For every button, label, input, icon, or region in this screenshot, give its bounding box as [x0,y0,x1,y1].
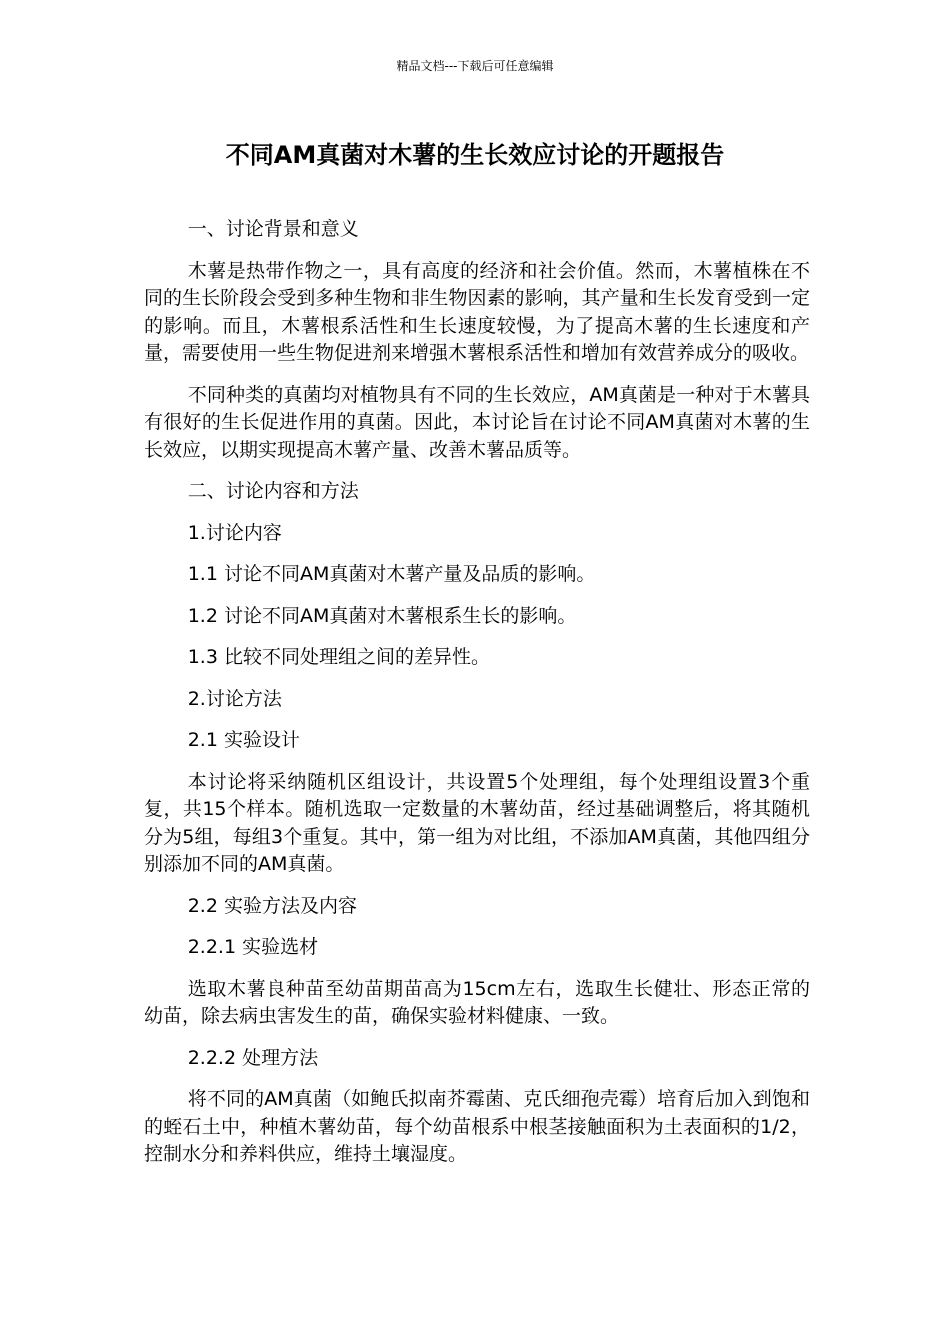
body-paragraph: 本讨论将采纳随机区组设计，共设置5个处理组，每个处理组设置3个重复，共15个样本。随机选取一定数量的木薯幼苗，经过基础调整后，将其随机分为5组，每组3个重复。其中，第一组为对比组，不添加AM真菌，其他四组分别添加不同的AM真菌。 [144,770,810,875]
subheading-design: 2.1 实验设计 [187,729,300,751]
subheading-method: 2.讨论方法 [187,687,282,710]
body-paragraph: 木薯是热带作物之一，具有高度的经济和社会价值。然而，木薯植株在不同的生长阶段会受到多种生物和非生物因素的影响，其产量和生长发育受到一定的影响。而且，木薯根系活性和生长速度较慢，为了提高木薯的生长速度和产量，需要使用一些生物促进剂来增强木薯根系活性和增加有效营养成分的吸收。 [144,259,810,364]
list-item: 1.3 比较不同处理组之间的差异性。 [187,646,490,668]
page-header-note: 精品文档---下载后可任意编辑 [396,59,554,73]
list-item: 1.2 讨论不同AM真菌对木薯根系生长的影响。 [187,604,577,627]
section-heading-content-method: 二、讨论内容和方法 [187,480,359,502]
body-paragraph: 不同种类的真菌均对植物具有不同的生长效应，AM真菌是一种对于木薯具有很好的生长促进作用的真菌。因此，本讨论旨在讨论不同AM真菌对木薯的生长效应，以期实现提高木薯产量、改善木薯品质等。 [144,383,810,461]
body-paragraph: 选取木薯良种苗至幼苗期苗高为15cm左右，选取生长健壮、形态正常的幼苗，除去病虫害发生的苗，确保实验材料健康、一致。 [144,977,810,1027]
document-body [144,216,810,1183]
subheading-content: 1.讨论内容 [187,521,282,544]
subheading-treatment: 2.2.2 处理方法 [187,1046,319,1069]
list-item: 1.1 讨论不同AM真菌对木薯产量及品质的影响。 [187,563,596,585]
subheading-material: 2.2.1 实验选材 [187,936,319,958]
subheading-method-content: 2.2 实验方法及内容 [187,894,357,917]
document-title: 不同AM真菌对木薯的生长效应讨论的开题报告 [225,141,725,169]
section-heading-background: 一、讨论背景和意义 [187,218,359,240]
body-paragraph: 将不同的AM真菌（如鲍氏拟南芥霉菌、克氏细孢壳霉）培育后加入到饱和的蛭石土中，种植木薯幼苗，每个幼苗根系中根茎接触面积为土表面积的1/2，控制水分和养料供应，维持土壤湿度。 [144,1088,810,1165]
